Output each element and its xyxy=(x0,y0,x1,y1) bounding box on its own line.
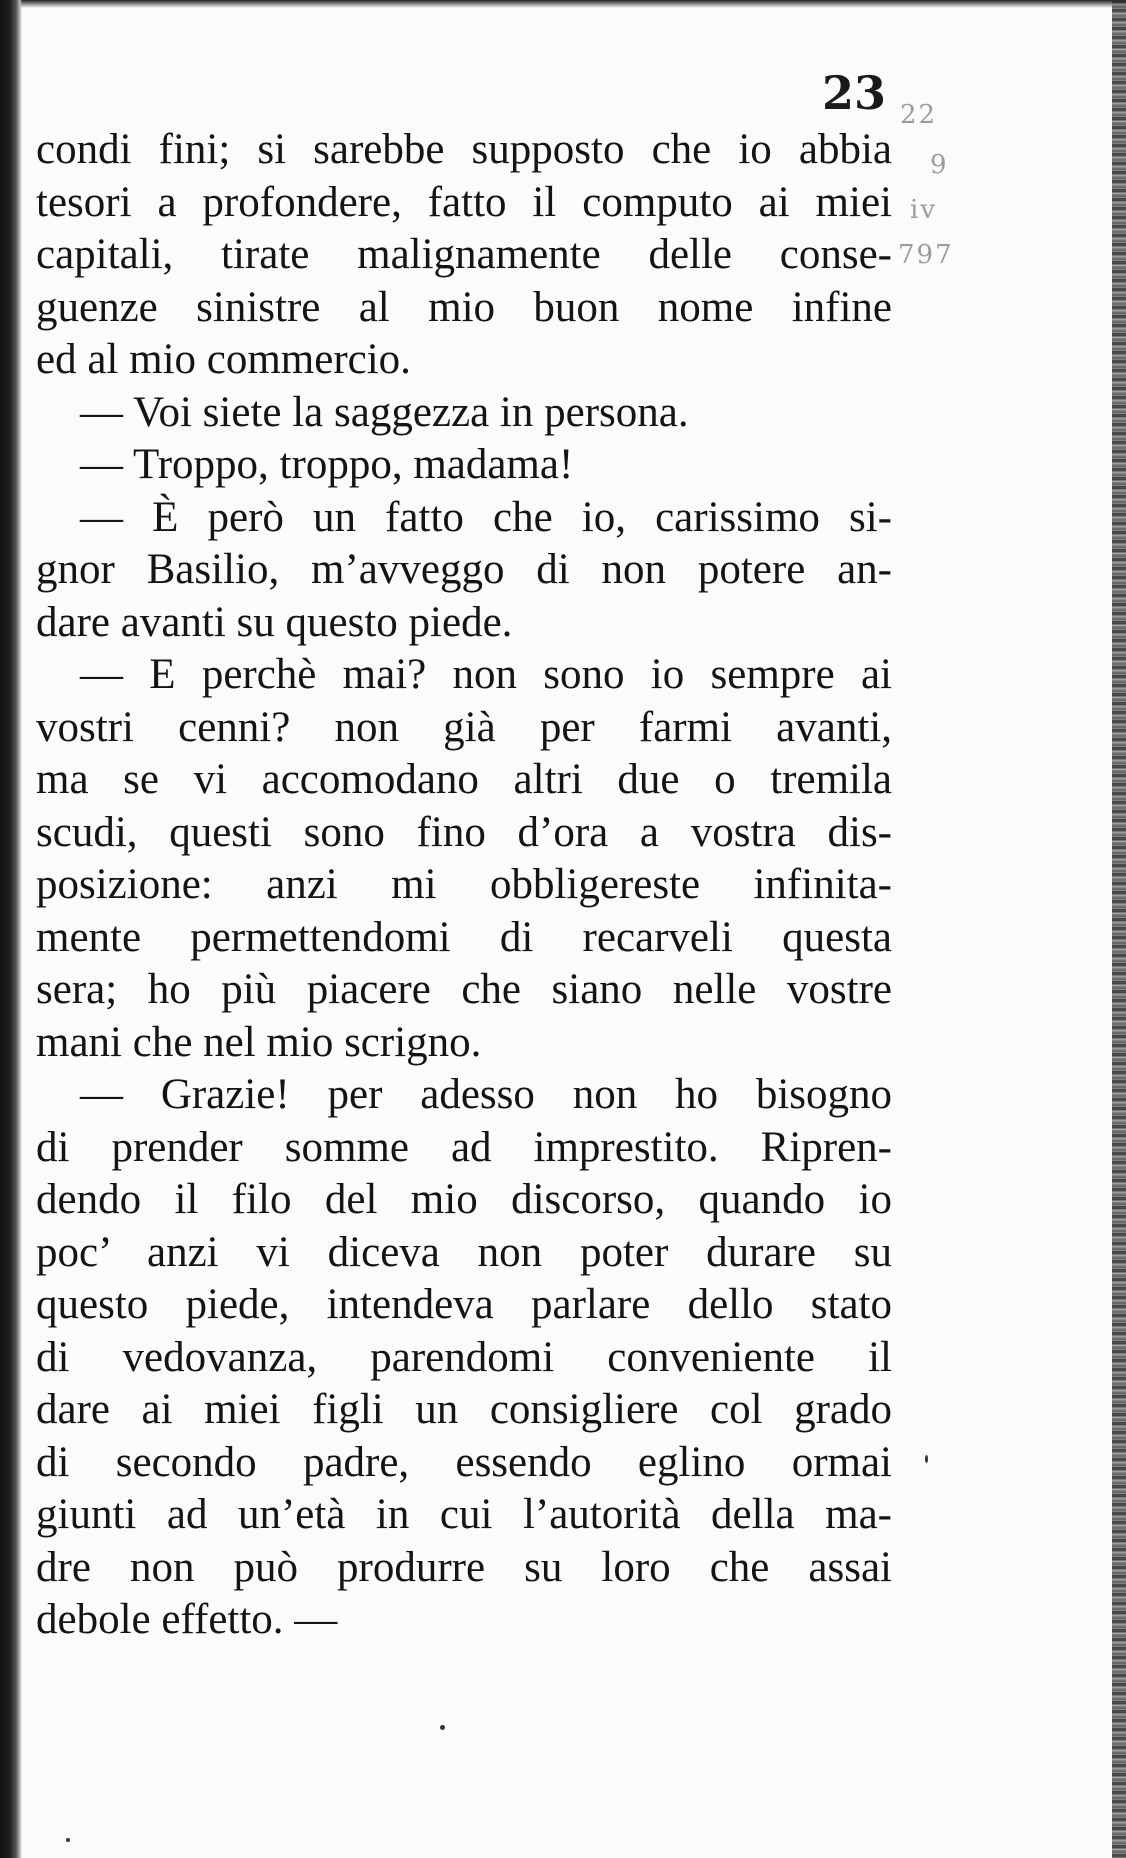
text-line: guenze sinistre al mio buon nome infine xyxy=(36,283,892,331)
text-line: — Voi siete la saggezza in persona. xyxy=(80,388,689,436)
text-line: di prender somme ad imprestito. Ripren- xyxy=(36,1123,892,1171)
text-line: dare ai miei figli un consigliere col grado xyxy=(36,1386,892,1433)
text-line: ed al mio commercio. xyxy=(36,336,411,383)
text-line: — È però un fatto che io, carissimo si- xyxy=(80,493,892,541)
text-line: mani che nel mio scrigno. xyxy=(36,1018,482,1066)
bleed-mark-4: 797 xyxy=(898,240,954,270)
ink-speck xyxy=(925,1455,928,1463)
ink-speck xyxy=(440,1725,445,1730)
text-line: sera; ho più piacere che siano nelle vostre xyxy=(36,966,892,1013)
text-line: — Troppo, troppo, madama! xyxy=(80,441,574,488)
text-line: condi fini; si sarebbe supposto che io abbia xyxy=(36,126,892,173)
text-line: mente permettendomi di recarveli questa xyxy=(36,913,892,961)
text-line: di secondo padre, essendo eglino ormai xyxy=(36,1438,892,1486)
bleed-mark-2: 9 xyxy=(930,150,949,180)
text-line: poc’ anzi vi diceva non poter durare su xyxy=(36,1228,892,1276)
text-line: tesori a profondere, fatto il computo ai miei xyxy=(36,178,892,226)
bleed-mark-3: iv xyxy=(910,195,938,225)
text-line: ma se vi accomodano altri due o tremila xyxy=(36,756,892,803)
text-line: giunti ad un’età in cui l’autorità della ma- xyxy=(36,1491,892,1538)
text-line: capitali, tirate malignamente delle conse- xyxy=(36,231,892,278)
text-line: debole effetto. — xyxy=(36,1596,338,1643)
bleed-mark-1: 22 xyxy=(900,100,938,130)
ink-speck xyxy=(66,1838,70,1842)
text-line: dare avanti su questo piede. xyxy=(36,598,513,646)
text-line: scudi, questi sono fino d’ora a vostra dis- xyxy=(36,808,892,856)
page-number: 23 xyxy=(822,66,887,120)
text-line: gnor Basilio, m’avveggo di non potere an- xyxy=(36,546,892,593)
text-line: vostri cenni? non già per farmi avanti, xyxy=(36,703,892,751)
text-line: — E perchè mai? non sono io sempre ai xyxy=(80,651,892,698)
text-line: — Grazie! per adesso non ho bisogno xyxy=(80,1071,892,1118)
text-line: posizione: anzi mi obbligereste infinita- xyxy=(36,861,892,908)
text-line: di vedovanza, parendomi conveniente il xyxy=(36,1333,892,1381)
text-line: questo piede, intendeva parlare dello stato xyxy=(36,1281,892,1328)
text-line: dendo il filo del mio discorso, quando io xyxy=(36,1176,892,1223)
top-edge-shadow xyxy=(0,0,1126,8)
body-text xyxy=(36,124,892,1647)
page-edge-bleed xyxy=(1112,0,1126,1858)
binding-edge xyxy=(0,0,22,1858)
text-line: dre non può produrre su loro che assai xyxy=(36,1543,892,1591)
